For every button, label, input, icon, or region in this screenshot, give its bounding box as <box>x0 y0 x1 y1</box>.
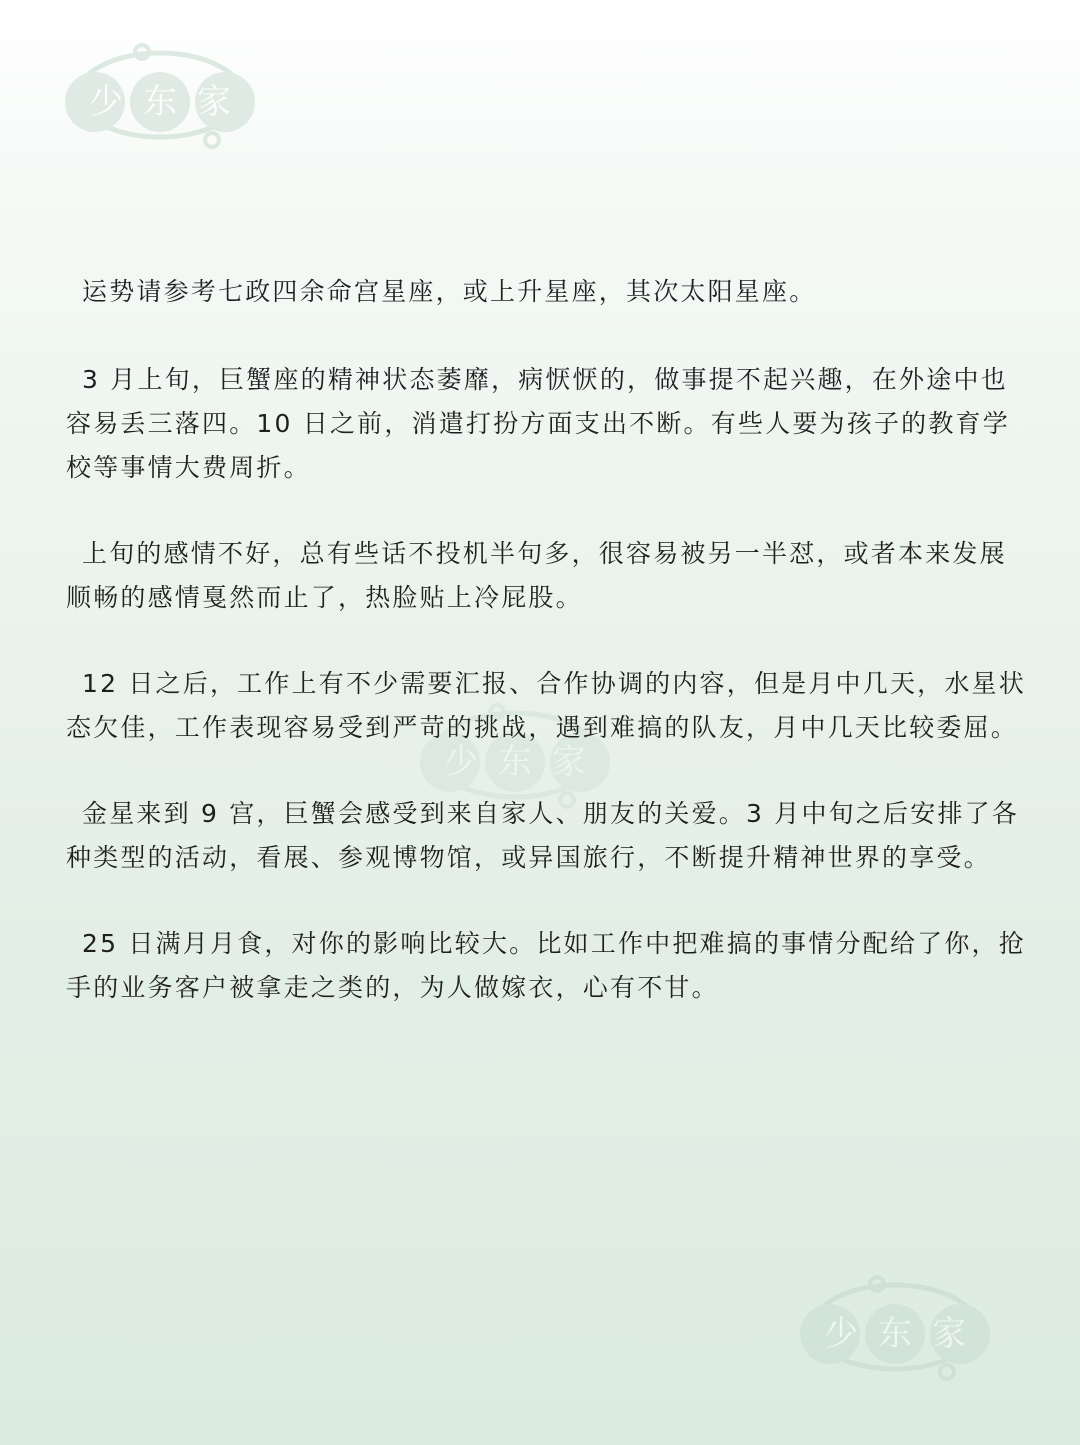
paragraph-venus: 金星来到 9 宫，巨蟹会感受到来自家人、朋友的关爱。3 月中旬之后安排了各种类型的活动，看展、参观博物馆，或异国旅行，不断提升精神世界的享受。 <box>66 799 1020 872</box>
watermark-text: 少东家 <box>89 82 251 122</box>
article-body <box>66 270 1031 1052</box>
paragraph-relationship: 上旬的感情不好，总有些话不投机半句多，很容易被另一半怼，或者本来发展顺畅的感情戛然而止了，热脸贴上冷屁股。 <box>66 539 1007 612</box>
paragraph-intro: 运势请参考七政四余命宫星座，或上升星座，其次太阳星座。 <box>82 277 817 306</box>
paragraph-early-march: 3 月上旬，巨蟹座的精神状态萎靡，病恹恹的，做事提不起兴趣，在外途中也容易丢三落四。10 日之前，消遣打扮方面支出不断。有些人要为孩子的教育学校等事情大费周折。 <box>66 365 1010 482</box>
paragraph-eclipse: 25 日满月月食，对你的影响比较大。比如工作中把难搞的事情分配给了你，抢手的业务客户被拿走之类的，为人做嫁衣，心有不甘。 <box>66 929 1026 1002</box>
watermark-logo <box>785 1262 1005 1392</box>
paragraph-work: 12 日之后，工作上有不少需要汇报、合作协调的内容，但是月中几天，水星状态欠佳，工作表现容易受到严苛的挑战，遇到难搞的队友，月中几天比较委屈。 <box>66 669 1026 742</box>
watermark-logo <box>50 30 270 160</box>
watermark-text: 少东家 <box>444 742 606 782</box>
watermark-text: 少东家 <box>824 1314 986 1354</box>
